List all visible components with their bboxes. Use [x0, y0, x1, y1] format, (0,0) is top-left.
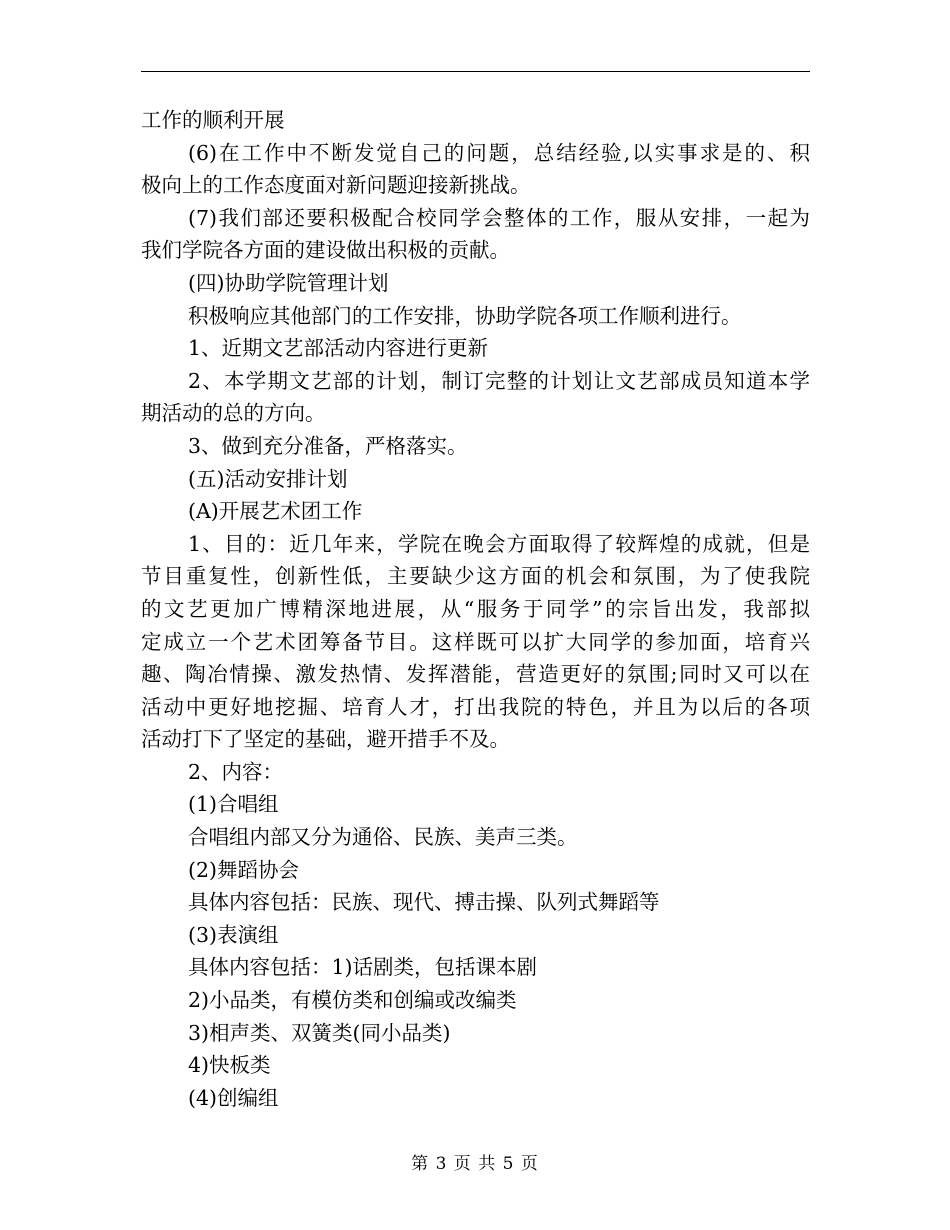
page-footer: 第 3 页 共 5 页 — [411, 1154, 539, 1174]
text-line: 积极响应其他部门的工作安排，协助学院各项工作顺利进行。 — [188, 303, 742, 328]
text-line: 具体内容包括：民族、现代、搏击操、队列式舞蹈等 — [188, 890, 660, 915]
text-line: (四)协助学院管理计划 — [188, 270, 389, 295]
text-line: 合唱组内部又分为通俗、民族、美声三类。 — [188, 825, 578, 850]
text-line: 的文艺更加广博精深地进展，从“服务于同学”的宗旨出发，我部拟 — [141, 596, 810, 621]
text-line: (7)我们部还要积极配合校同学会整体的工作，服从安排，一起为 — [188, 205, 810, 230]
text-line: (A)开展艺术团工作 — [188, 499, 363, 524]
text-line: 4)快板类 — [188, 1053, 271, 1078]
text-line: (五)活动安排计划 — [188, 466, 348, 491]
text-line: (6)在工作中不断发觉自己的问题，总结经验,以实事求是的、积 — [188, 140, 810, 165]
text-line: (4)创编组 — [188, 1085, 279, 1110]
text-line: 2、本学期文艺部的计划，制订完整的计划让文艺部成员知道本学 — [188, 368, 810, 393]
text-line: 活动打下了坚定的基础，避开措手不及。 — [141, 727, 510, 752]
text-line: 1、目的：近几年来，学院在晚会方面取得了较辉煌的成就，但是 — [188, 531, 810, 556]
text-line: 具体内容包括：1)话剧类，包括课本剧 — [188, 955, 538, 980]
text-line: 趣、陶冶情操、激发热情、发挥潜能，营造更好的氛围;同时又可以在 — [141, 662, 810, 687]
text-line: 极向上的工作态度面对新问题迎接新挑战。 — [141, 173, 531, 198]
text-line: (1)合唱组 — [188, 792, 279, 817]
text-line: 节目重复性，创新性低，主要缺少这方面的机会和氛围，为了使我院 — [141, 564, 810, 589]
text-line: 2)小品类，有模仿类和创编或改编类 — [188, 988, 517, 1013]
text-line: 定成立一个艺术团筹备节目。这样既可以扩大同学的参加面，培育兴 — [141, 629, 810, 654]
text-line: 3)相声类、双簧类(同小品类) — [188, 1020, 451, 1045]
text-line: 工作的顺利开展 — [141, 108, 285, 132]
text-line: 1、近期文艺部活动内容进行更新 — [188, 336, 489, 361]
text-line: 期活动的总的方向。 — [141, 401, 326, 426]
text-line: (3)表演组 — [188, 922, 279, 947]
text-line: (2)舞蹈协会 — [188, 857, 300, 882]
text-line: 2、内容： — [188, 759, 284, 784]
text-line: 我们学院各方面的建设做出积极的贡献。 — [141, 238, 510, 263]
text-line: 3、做到充分准备，严格落实。 — [188, 433, 468, 458]
text-line: 活动中更好地挖掘、培育人才，打出我院的特色，并且为以后的各项 — [141, 694, 810, 719]
document-body — [141, 104, 810, 1114]
header-rule — [141, 71, 810, 72]
